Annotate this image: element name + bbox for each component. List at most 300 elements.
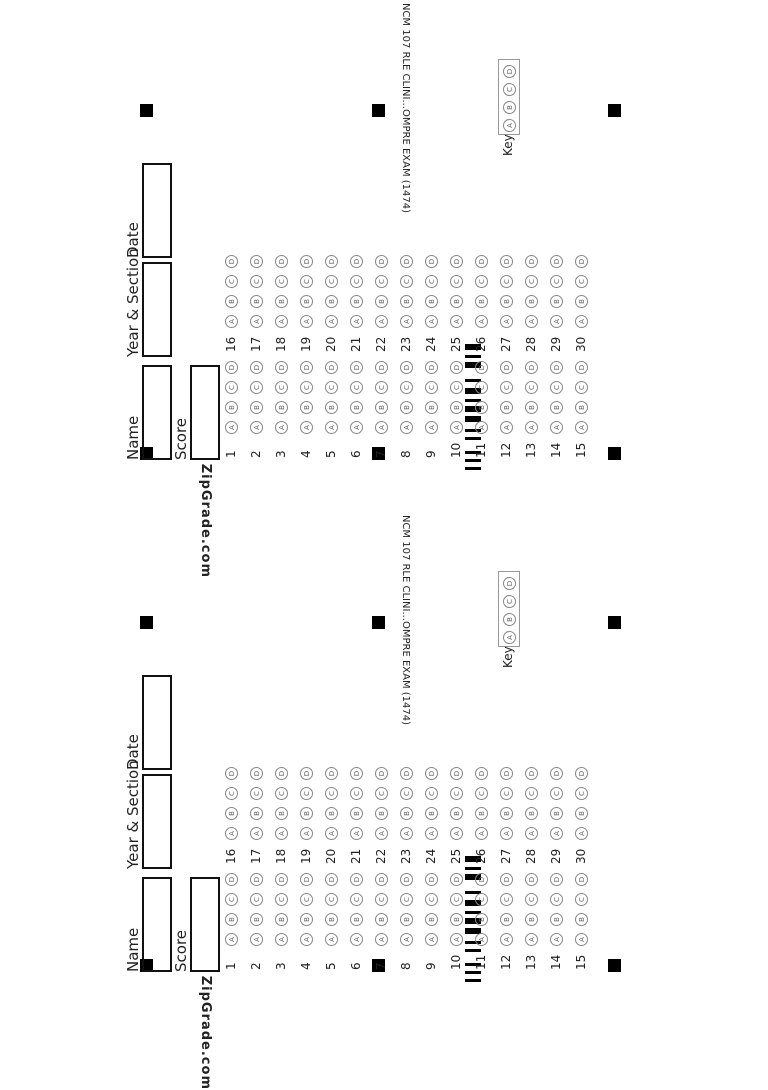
answer-bubble-c[interactable]: C <box>375 787 388 800</box>
answer-bubble-d[interactable]: D <box>250 767 263 780</box>
answer-bubble-b[interactable]: B <box>550 913 563 926</box>
question-number: 16 <box>224 336 238 352</box>
question-number: 7 <box>374 962 388 970</box>
answer-bubble-d[interactable]: D <box>550 873 563 886</box>
answer-bubble-a[interactable]: A <box>300 827 313 840</box>
answer-bubble-c[interactable]: C <box>450 787 463 800</box>
answer-bubble-c[interactable]: C <box>300 381 313 394</box>
answer-bubble-b[interactable]: B <box>400 295 413 308</box>
answer-bubble-d[interactable]: D <box>425 361 438 374</box>
answer-bubble-b[interactable]: B <box>325 807 338 820</box>
question-number: 7 <box>374 450 388 458</box>
question-number: 26 <box>474 848 488 864</box>
answer-bubble-b[interactable]: B <box>350 807 363 820</box>
answer-bubble-c[interactable]: C <box>550 893 563 906</box>
question-number: 11 <box>474 954 488 970</box>
answer-bubble-b[interactable]: B <box>250 913 263 926</box>
question-number: 21 <box>349 848 363 864</box>
answer-bubble-b[interactable]: B <box>475 295 488 308</box>
answer-bubble-d[interactable]: D <box>300 873 313 886</box>
answer-bubble-d[interactable]: D <box>475 361 488 374</box>
answer-bubble-b[interactable]: B <box>300 807 313 820</box>
answer-bubble-b[interactable]: B <box>425 401 438 414</box>
answer-bubble-c[interactable]: C <box>550 275 563 288</box>
answer-bubble-a[interactable]: A <box>575 315 588 328</box>
answer-bubble-a[interactable]: A <box>325 827 338 840</box>
answer-bubble-a[interactable]: A <box>450 933 463 946</box>
answer-bubble-a[interactable]: A <box>525 315 538 328</box>
answer-bubble-d[interactable]: D <box>350 873 363 886</box>
answer-bubble-c[interactable]: C <box>500 893 513 906</box>
answer-bubble-a[interactable]: A <box>475 421 488 434</box>
key-label: Key <box>501 646 515 668</box>
answer-bubble-d[interactable]: D <box>425 873 438 886</box>
answer-bubble-b[interactable]: B <box>300 913 313 926</box>
answer-bubble-d[interactable]: D <box>425 767 438 780</box>
answer-bubble-c[interactable]: C <box>400 275 413 288</box>
answer-bubble-c[interactable]: C <box>475 787 488 800</box>
answer-bubble-a[interactable]: A <box>250 421 263 434</box>
answer-bubble-d[interactable]: D <box>400 255 413 268</box>
answer-bubble-a[interactable]: A <box>375 933 388 946</box>
answer-bubble-b[interactable]: B <box>425 913 438 926</box>
answer-bubble-d[interactable]: D <box>525 873 538 886</box>
answer-bubble-b[interactable]: B <box>225 401 238 414</box>
answer-bubble-c[interactable]: C <box>350 893 363 906</box>
question-number: 15 <box>574 954 588 970</box>
answer-bubble-c[interactable]: C <box>475 275 488 288</box>
question-number: 14 <box>549 442 563 458</box>
answer-bubble-d[interactable]: D <box>450 767 463 780</box>
answer-bubble-a[interactable]: A <box>525 421 538 434</box>
answer-bubble-c[interactable]: C <box>275 893 288 906</box>
answer-bubble-d[interactable]: D <box>325 873 338 886</box>
answer-bubble-a[interactable]: A <box>275 315 288 328</box>
answer-bubble-d[interactable]: D <box>250 361 263 374</box>
answer-bubble-d[interactable]: D <box>550 767 563 780</box>
answer-sheet-content <box>120 514 640 1090</box>
answer-bubble-b[interactable]: B <box>550 807 563 820</box>
answer-bubble-d[interactable]: D <box>250 873 263 886</box>
answer-bubble-b[interactable]: B <box>375 913 388 926</box>
answer-bubble-b[interactable]: B <box>500 295 513 308</box>
answer-bubble-d[interactable]: D <box>500 767 513 780</box>
answer-bubble-c[interactable]: C <box>525 787 538 800</box>
answer-bubble-d[interactable]: D <box>325 361 338 374</box>
answer-bubble-b[interactable]: B <box>550 295 563 308</box>
key-bubble-a: A <box>503 119 516 132</box>
answer-bubble-d[interactable]: D <box>300 361 313 374</box>
answer-bubble-b[interactable]: B <box>575 913 588 926</box>
answer-bubble-a[interactable]: A <box>500 827 513 840</box>
answer-bubble-b[interactable]: B <box>525 295 538 308</box>
answer-bubble-a[interactable]: A <box>375 827 388 840</box>
answer-bubble-c[interactable]: C <box>575 381 588 394</box>
answer-bubble-a[interactable]: A <box>400 315 413 328</box>
answer-bubble-b[interactable]: B <box>275 401 288 414</box>
answer-bubble-a[interactable]: A <box>575 827 588 840</box>
answer-bubble-a[interactable]: A <box>525 827 538 840</box>
answer-bubble-a[interactable]: A <box>575 421 588 434</box>
answer-bubble-b[interactable]: B <box>400 807 413 820</box>
answer-bubble-d[interactable]: D <box>450 255 463 268</box>
answer-bubble-c[interactable]: C <box>475 381 488 394</box>
answer-sheet-bottom <box>120 514 640 1090</box>
question-number: 10 <box>449 442 463 458</box>
answer-bubble-d[interactable]: D <box>275 361 288 374</box>
key-label: Key <box>501 134 515 156</box>
answer-bubble-c[interactable]: C <box>400 787 413 800</box>
answer-bubble-d[interactable]: D <box>425 255 438 268</box>
question-number: 20 <box>324 336 338 352</box>
answer-bubble-a[interactable]: A <box>550 315 563 328</box>
answer-bubble-b[interactable]: B <box>225 295 238 308</box>
answer-bubble-c[interactable]: C <box>275 381 288 394</box>
answer-bubble-d[interactable]: D <box>375 767 388 780</box>
answer-bubble-d[interactable]: D <box>450 361 463 374</box>
answer-bubble-a[interactable]: A <box>400 421 413 434</box>
question-number: 4 <box>299 450 313 458</box>
score-label: Score <box>172 929 190 972</box>
answer-bubble-c[interactable]: C <box>325 381 338 394</box>
answer-bubble-d[interactable]: D <box>225 255 238 268</box>
date-box[interactable] <box>142 163 172 258</box>
answer-bubble-c[interactable]: C <box>325 275 338 288</box>
answer-bubble-d[interactable]: D <box>575 767 588 780</box>
answer-bubble-b[interactable]: B <box>400 913 413 926</box>
answer-bubble-b[interactable]: B <box>575 295 588 308</box>
answer-bubble-b[interactable]: B <box>525 401 538 414</box>
answer-bubble-c[interactable]: C <box>400 381 413 394</box>
answer-bubble-c[interactable]: C <box>450 381 463 394</box>
answer-bubble-d[interactable]: D <box>400 873 413 886</box>
answer-bubble-d[interactable]: D <box>225 873 238 886</box>
question-number: 27 <box>499 336 513 352</box>
answer-bubble-a[interactable]: A <box>450 827 463 840</box>
score-label: Score <box>172 417 190 460</box>
question-number: 10 <box>449 954 463 970</box>
registration-mark <box>372 104 385 117</box>
answer-bubble-c[interactable]: C <box>350 381 363 394</box>
name-box[interactable] <box>142 365 172 460</box>
answer-bubble-d[interactable]: D <box>475 873 488 886</box>
answer-bubble-a[interactable]: A <box>350 933 363 946</box>
answer-bubble-c[interactable]: C <box>575 893 588 906</box>
answer-bubble-c[interactable]: C <box>450 893 463 906</box>
answer-bubble-a[interactable]: A <box>475 315 488 328</box>
answer-bubble-c[interactable]: C <box>500 381 513 394</box>
answer-bubble-c[interactable]: C <box>425 381 438 394</box>
key-bubble-b: B <box>503 613 516 626</box>
question-number: 9 <box>424 450 438 458</box>
answer-bubble-d[interactable]: D <box>400 361 413 374</box>
answer-bubble-a[interactable]: A <box>375 421 388 434</box>
answer-bubble-b[interactable]: B <box>475 401 488 414</box>
answer-bubble-a[interactable]: A <box>450 315 463 328</box>
answer-bubble-a[interactable]: A <box>275 827 288 840</box>
answer-bubble-b[interactable]: B <box>325 295 338 308</box>
answer-bubble-a[interactable]: A <box>400 827 413 840</box>
answer-bubble-a[interactable]: A <box>475 827 488 840</box>
answer-bubble-a[interactable]: A <box>250 315 263 328</box>
question-number: 18 <box>274 336 288 352</box>
name-label: Name <box>124 415 142 460</box>
answer-bubble-c[interactable]: C <box>450 275 463 288</box>
answer-bubble-a[interactable]: A <box>300 933 313 946</box>
answer-bubble-b[interactable]: B <box>525 807 538 820</box>
answer-bubble-d[interactable]: D <box>275 873 288 886</box>
answer-bubble-a[interactable]: A <box>225 421 238 434</box>
answer-bubble-d[interactable]: D <box>575 255 588 268</box>
answer-bubble-c[interactable]: C <box>225 787 238 800</box>
question-number: 27 <box>499 848 513 864</box>
answer-bubble-c[interactable]: C <box>550 381 563 394</box>
answer-bubble-b[interactable]: B <box>425 807 438 820</box>
answer-bubble-c[interactable]: C <box>225 893 238 906</box>
answer-bubble-b[interactable]: B <box>275 295 288 308</box>
answer-bubble-b[interactable]: B <box>350 401 363 414</box>
answer-bubble-c[interactable]: C <box>375 893 388 906</box>
question-number: 14 <box>549 954 563 970</box>
key-bubble-c: C <box>503 595 516 608</box>
answer-bubble-b[interactable]: B <box>275 913 288 926</box>
answer-bubble-c[interactable]: C <box>500 787 513 800</box>
question-number: 11 <box>474 442 488 458</box>
answer-bubble-b[interactable]: B <box>450 913 463 926</box>
key-bubble-c: C <box>503 83 516 96</box>
answer-bubble-b[interactable]: B <box>525 913 538 926</box>
answer-bubble-b[interactable]: B <box>550 401 563 414</box>
key-bubble-d: D <box>503 577 516 590</box>
answer-bubble-c[interactable]: C <box>550 787 563 800</box>
answer-bubble-a[interactable]: A <box>325 933 338 946</box>
answer-bubble-c[interactable]: C <box>250 787 263 800</box>
answer-bubble-d[interactable]: D <box>500 255 513 268</box>
answer-bubble-a[interactable]: A <box>550 933 563 946</box>
answer-bubble-d[interactable]: D <box>300 767 313 780</box>
answer-bubble-b[interactable]: B <box>500 401 513 414</box>
answer-bubble-b[interactable]: B <box>400 401 413 414</box>
answer-bubble-c[interactable]: C <box>225 381 238 394</box>
answer-bubble-b[interactable]: B <box>500 913 513 926</box>
answer-bubble-c[interactable]: C <box>300 893 313 906</box>
question-number: 20 <box>324 848 338 864</box>
answer-bubble-b[interactable]: B <box>450 295 463 308</box>
score-box[interactable] <box>190 877 220 972</box>
answer-bubble-d[interactable]: D <box>500 361 513 374</box>
answer-bubble-b[interactable]: B <box>250 807 263 820</box>
answer-bubble-b[interactable]: B <box>575 401 588 414</box>
answer-bubble-d[interactable]: D <box>400 767 413 780</box>
answer-bubble-a[interactable]: A <box>325 315 338 328</box>
question-number: 22 <box>374 336 388 352</box>
answer-bubble-a[interactable]: A <box>250 933 263 946</box>
answer-bubble-c[interactable]: C <box>350 787 363 800</box>
question-number: 18 <box>274 848 288 864</box>
answer-bubble-b[interactable]: B <box>450 807 463 820</box>
question-number: 6 <box>349 962 363 970</box>
answer-bubble-b[interactable]: B <box>300 401 313 414</box>
answer-bubble-d[interactable]: D <box>525 361 538 374</box>
answer-bubble-a[interactable]: A <box>300 315 313 328</box>
answer-bubble-d[interactable]: D <box>325 255 338 268</box>
answer-bubble-d[interactable]: D <box>525 767 538 780</box>
answer-bubble-b[interactable]: B <box>350 295 363 308</box>
answer-bubble-d[interactable]: D <box>225 361 238 374</box>
answer-bubble-d[interactable]: D <box>525 255 538 268</box>
answer-bubble-c[interactable]: C <box>425 893 438 906</box>
score-box[interactable] <box>190 365 220 460</box>
answer-bubble-d[interactable]: D <box>225 767 238 780</box>
answer-bubble-b[interactable]: B <box>475 807 488 820</box>
answer-bubble-c[interactable]: C <box>375 275 388 288</box>
answer-bubble-a[interactable]: A <box>250 827 263 840</box>
date-box[interactable] <box>142 675 172 770</box>
answer-bubble-a[interactable]: A <box>425 421 438 434</box>
answer-bubble-b[interactable]: B <box>225 807 238 820</box>
answer-bubble-a[interactable]: A <box>225 315 238 328</box>
answer-sheet-content <box>120 2 640 578</box>
answer-bubble-c[interactable]: C <box>575 787 588 800</box>
answer-bubble-a[interactable]: A <box>325 421 338 434</box>
exam-title: NCM 107 RLE CLINI...OMPRE EXAM (1474) <box>400 2 411 214</box>
answer-bubble-a[interactable]: A <box>225 827 238 840</box>
answer-bubble-a[interactable]: A <box>475 933 488 946</box>
question-number: 24 <box>424 848 438 864</box>
answer-bubble-b[interactable]: B <box>325 401 338 414</box>
answer-bubble-a[interactable]: A <box>275 933 288 946</box>
answer-bubble-d[interactable]: D <box>325 767 338 780</box>
answer-bubble-d[interactable]: D <box>275 767 288 780</box>
answer-bubble-d[interactable]: D <box>375 255 388 268</box>
answer-bubble-b[interactable]: B <box>225 913 238 926</box>
question-number: 28 <box>524 336 538 352</box>
answer-bubble-a[interactable]: A <box>425 315 438 328</box>
answer-bubble-a[interactable]: A <box>400 933 413 946</box>
answer-bubble-c[interactable]: C <box>525 381 538 394</box>
question-number: 17 <box>249 848 263 864</box>
answer-bubble-b[interactable]: B <box>275 807 288 820</box>
question-number: 25 <box>449 848 463 864</box>
answer-bubble-d[interactable]: D <box>250 255 263 268</box>
answer-bubble-c[interactable]: C <box>350 275 363 288</box>
answer-bubble-c[interactable]: C <box>425 275 438 288</box>
answer-bubble-a[interactable]: A <box>350 421 363 434</box>
registration-mark <box>608 959 621 972</box>
answer-bubble-a[interactable]: A <box>425 933 438 946</box>
answer-bubble-c[interactable]: C <box>525 893 538 906</box>
answer-bubble-d[interactable]: D <box>575 873 588 886</box>
answer-bubble-b[interactable]: B <box>575 807 588 820</box>
answer-bubble-c[interactable]: C <box>500 275 513 288</box>
answer-bubble-c[interactable]: C <box>525 275 538 288</box>
answer-bubble-c[interactable]: C <box>425 787 438 800</box>
answer-bubble-a[interactable]: A <box>275 421 288 434</box>
answer-bubble-d[interactable]: D <box>375 873 388 886</box>
question-number: 6 <box>349 450 363 458</box>
answer-bubble-b[interactable]: B <box>425 295 438 308</box>
answer-bubble-d[interactable]: D <box>350 255 363 268</box>
answer-bubble-a[interactable]: A <box>350 315 363 328</box>
answer-bubble-a[interactable]: A <box>300 421 313 434</box>
answer-bubble-b[interactable]: B <box>375 807 388 820</box>
question-number: 17 <box>249 336 263 352</box>
question-number: 13 <box>524 442 538 458</box>
answer-bubble-c[interactable]: C <box>275 275 288 288</box>
answer-bubble-a[interactable]: A <box>500 933 513 946</box>
answer-bubble-a[interactable]: A <box>375 315 388 328</box>
year-section-label: Year & Section <box>124 760 142 869</box>
answer-bubble-b[interactable]: B <box>375 401 388 414</box>
answer-bubble-a[interactable]: A <box>575 933 588 946</box>
zipgrade-logo: ZipGrade.com <box>198 463 213 578</box>
question-number: 8 <box>399 450 413 458</box>
answer-bubble-c[interactable]: C <box>225 275 238 288</box>
answer-bubble-a[interactable]: A <box>550 827 563 840</box>
answer-bubble-d[interactable]: D <box>475 255 488 268</box>
answer-bubble-b[interactable]: B <box>300 295 313 308</box>
name-box[interactable] <box>142 877 172 972</box>
answer-bubble-b[interactable]: B <box>325 913 338 926</box>
answer-bubble-a[interactable]: A <box>500 315 513 328</box>
question-number: 19 <box>299 336 313 352</box>
answer-bubble-b[interactable]: B <box>450 401 463 414</box>
answer-bubble-d[interactable]: D <box>275 255 288 268</box>
answer-bubble-d[interactable]: D <box>475 767 488 780</box>
answer-bubble-d[interactable]: D <box>500 873 513 886</box>
question-number: 30 <box>574 848 588 864</box>
answer-bubble-d[interactable]: D <box>550 255 563 268</box>
answer-bubble-d[interactable]: D <box>350 361 363 374</box>
answer-bubble-c[interactable]: C <box>275 787 288 800</box>
answer-bubble-b[interactable]: B <box>375 295 388 308</box>
date-label: Date <box>124 222 142 258</box>
answer-bubble-c[interactable]: C <box>325 787 338 800</box>
question-number: 19 <box>299 848 313 864</box>
answer-bubble-c[interactable]: C <box>325 893 338 906</box>
answer-bubble-b[interactable]: B <box>500 807 513 820</box>
answer-bubble-d[interactable]: D <box>450 873 463 886</box>
answer-bubble-c[interactable]: C <box>575 275 588 288</box>
answer-bubble-a[interactable]: A <box>550 421 563 434</box>
answer-bubble-c[interactable]: C <box>400 893 413 906</box>
answer-bubble-d[interactable]: D <box>550 361 563 374</box>
answer-bubble-c[interactable]: C <box>250 893 263 906</box>
answer-bubble-a[interactable]: A <box>500 421 513 434</box>
answer-bubble-c[interactable]: C <box>250 275 263 288</box>
answer-bubble-a[interactable]: A <box>425 827 438 840</box>
answer-bubble-b[interactable]: B <box>475 913 488 926</box>
answer-bubble-c[interactable]: C <box>250 381 263 394</box>
answer-bubble-b[interactable]: B <box>250 401 263 414</box>
year-section-box[interactable] <box>142 774 172 869</box>
year-section-box[interactable] <box>142 262 172 357</box>
answer-bubble-d[interactable]: D <box>350 767 363 780</box>
answer-bubble-c[interactable]: C <box>300 787 313 800</box>
answer-bubble-a[interactable]: A <box>450 421 463 434</box>
answer-bubble-c[interactable]: C <box>375 381 388 394</box>
answer-bubble-a[interactable]: A <box>525 933 538 946</box>
answer-bubble-b[interactable]: B <box>350 913 363 926</box>
answer-bubble-d[interactable]: D <box>300 255 313 268</box>
answer-bubble-d[interactable]: D <box>375 361 388 374</box>
answer-bubble-b[interactable]: B <box>250 295 263 308</box>
answer-bubble-a[interactable]: A <box>225 933 238 946</box>
answer-bubble-c[interactable]: C <box>475 893 488 906</box>
answer-bubble-d[interactable]: D <box>575 361 588 374</box>
answer-bubble-c[interactable]: C <box>300 275 313 288</box>
answer-bubble-a[interactable]: A <box>350 827 363 840</box>
